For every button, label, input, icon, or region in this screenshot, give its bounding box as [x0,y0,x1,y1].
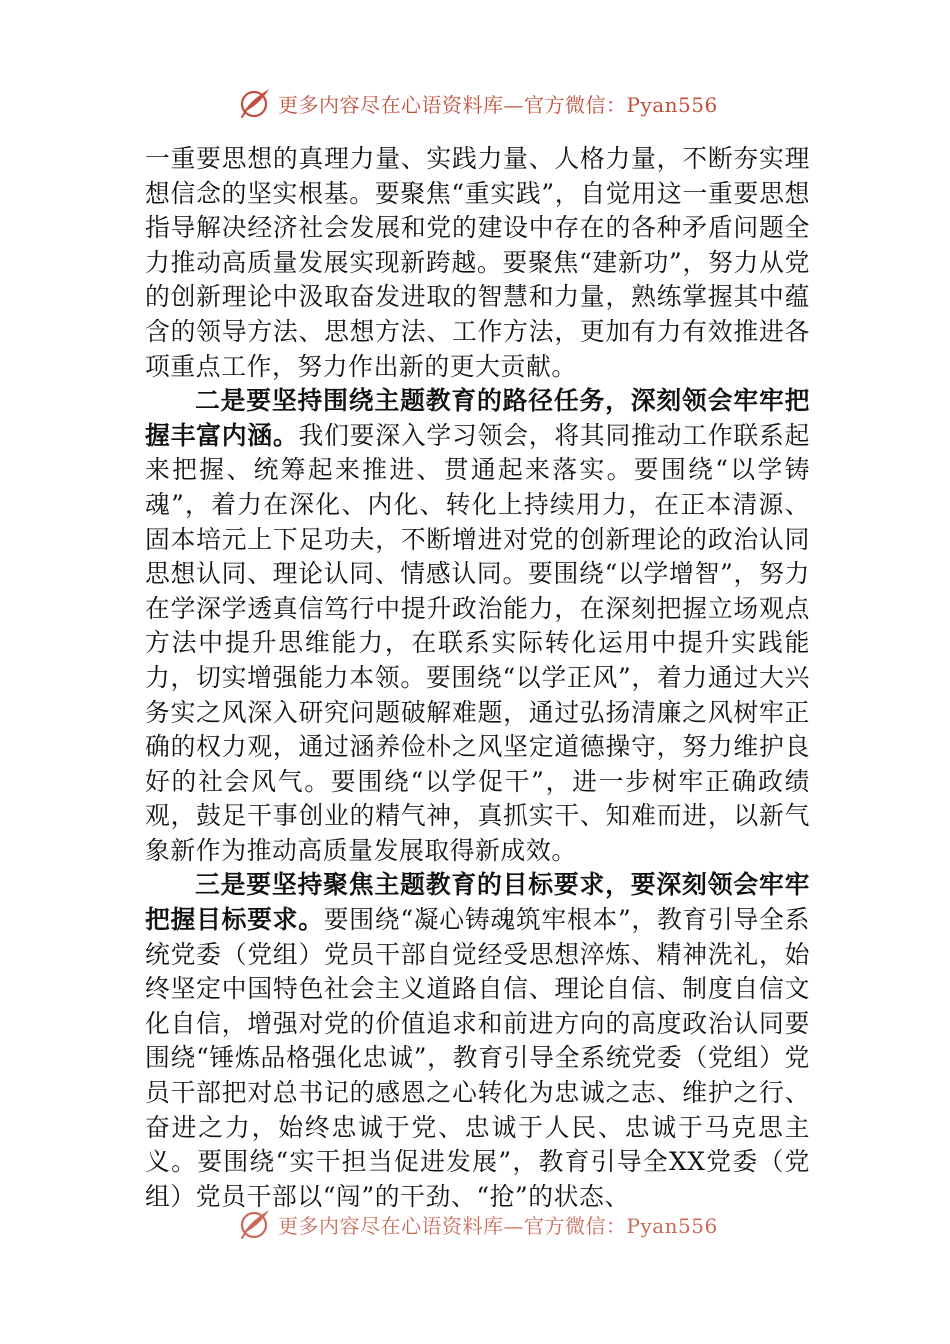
paragraph-heading: 三是要坚持聚焦主题教育的目标要求，要深刻领会牢牢把握目标要求。 [145,870,810,935]
paragraph [145,384,810,868]
watermark-text: 更多内容尽在心语资料库—官方微信：Pyan556 [278,92,718,117]
watermark-header [238,86,758,120]
paragraph-text: 一重要思想的真理力量、实践力量、人格力量，不断夯实理想信念的坚实根基。要聚焦“重实践”，自觉用这一重要思想指导解决经济社会发展和党的建设中存在的各种矛盾问题全力推动高质量发展实现新跨越。要聚焦“建新功”，努力从党的创新理论中汲取奋发进取的智慧和力量，熟练掌握其中蕴含的领导方法、思想方法、工作方法，更加有力有效推进各项重点工作，努力作出新的更大贡献。 [145,144,810,381]
paragraph [145,142,810,384]
paragraph-text: 要围绕“凝心铸魂筑牢根本”，教育引导全系统党委（党组）党员干部自觉经受思想淬炼、精神洗礼，始终坚定中国特色社会主义道路自信、理论自信、制度自信文化自信，增强对党的价值追求和前进方向的高度政治认同要围绕“锤炼品格强化忠诚”，教育引导全系统党委（党组）党员干部把对总书记的感恩之心转化为忠诚之志、维护之行、奋进之力，始终忠诚于党、忠诚于人民、忠诚于马克思主义。要围绕“实干担当促进发展”，教育引导全XX党委（党组）党员干部以“闯”的干劲、“抢”的状态、 [145,905,811,1211]
quill-logo-icon [238,1207,272,1241]
quill-logo-icon [238,86,272,120]
paragraph [145,868,810,1214]
paragraph-text: 我们要深入学习领会，将其同推动工作联系起来把握、统筹起来推进、贯通起来落实。要围绕“以学铸魂”，着力在深化、内化、转化上持续用力，在正本清源、固本培元上下足功夫，不断增进对党的创新理论的政治认同思想认同、理论认同、情感认同。要围绕“以学增智”，努力在学深学透真信笃行中提升政治能力，在深刻把握立场观点方法中提升思维能力，在联系实际转化运用中提升实践能力，切实增强能力本领。要围绕“以学正风”，着力通过大兴务实之风深入研究问题破解难题，通过弘扬清廉之风树牢正确的权力观，通过涵养俭朴之风坚定道德操守，努力维护良好的社会风气。要围绕“以学促干”，进一步树牢正确政绩观，鼓足干事创业的精气神，真抓实干、知难而进，以新气象新作为推动高质量发展取得新成效。 [145,420,810,865]
paragraph-heading: 二是要坚持围绕主题教育的路径任务，深刻领会牢牢把握丰富内涵。 [145,386,810,450]
watermark-text: 更多内容尽在心语资料库—官方微信：Pyan556 [278,1213,718,1238]
watermark-footer [238,1207,758,1241]
document-body [145,142,810,1217]
